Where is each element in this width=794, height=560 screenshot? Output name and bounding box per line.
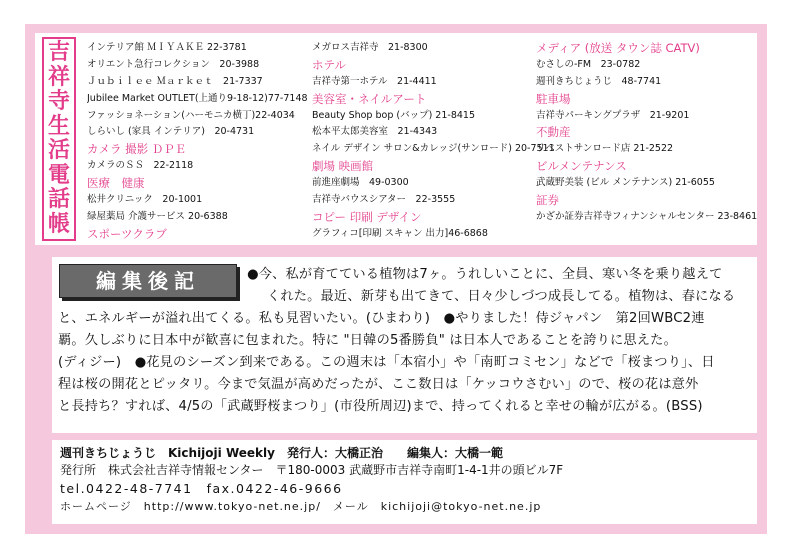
category-heading: メディア (放送 タウン誌 CATV) [536, 41, 700, 55]
category-heading: カメラ 撮影 ＤＰＥ [87, 142, 187, 157]
directory-entry: 吉祥寺バウスシアター 22-3555 [312, 194, 456, 206]
category-heading: 劇場 映画館 [312, 159, 374, 174]
directory-entry: ファッショネーション(ハーモニカ横丁)22-4034 [87, 109, 295, 121]
editorial-section [52, 257, 757, 433]
title-char: 活 [47, 138, 70, 164]
directory-title [42, 37, 76, 241]
title-char: 生 [47, 113, 70, 139]
directory-entry: ネイル デザイン サロン&カレッジ(サンロード) 20-7511 [312, 143, 555, 155]
editorial-line: 程は桜の開花とピッタリ。今まで気温が高めだったが、ここ数日は「ケッコウさむい」ので、桜の花は意外 [58, 377, 699, 392]
editorial-line: (ディジー) ●花見のシーズン到来である。この週末は「本宿小」や「南町コミセン」などで「桜まつり」、日 [58, 355, 715, 370]
directory-entry: カメラのＳＳ 22-2118 [87, 160, 194, 172]
directory-entry: かざか証券吉祥寺フィナンシャルセンター 23-8461 [536, 210, 758, 222]
directory-entry: 武蔵野美装 (ビル メンテナンス) 21-6055 [536, 177, 715, 189]
directory-entry: Ｊｕｂｉｌｅｅ Ｍａｒｋｅｔ 21-7337 [87, 75, 263, 87]
directory-entry: リベストサンロード店 21-2522 [536, 143, 674, 155]
title-char: 吉 [47, 40, 70, 66]
category-heading: 証券 [536, 193, 559, 208]
category-heading: 駐車場 [536, 91, 571, 106]
editorial-line: と、エネルギーが溢れ出てくる。私も見習いたい。(ひまわり) ●やりました！侍ジャパン 第2回WBC2連 [58, 311, 705, 326]
category-heading: 美容室・ネイルアート [312, 91, 427, 106]
category-heading: スポーツクラブ [87, 226, 167, 241]
publisher-line: 週刊きちじょうじ Kichijoji Weekly 発行人：大橋正治 編集人：大橋一範 [60, 446, 503, 460]
editorial-line: と長持ち？すれば、4/5の「武蔵野桜まつり」(市役所周辺)まで、持ってくれると幸せの輪が広がる。(BSS) [58, 399, 703, 414]
title-char: 電 [47, 162, 70, 188]
directory-entry: Beauty Shop bop (バップ) 21-8415 [312, 109, 476, 121]
category-heading: 医療 健康 [87, 176, 145, 191]
directory-entry: Jubilee Market OUTLET(上通り9-18-12)77-7148 [87, 92, 308, 104]
phone-directory [35, 33, 757, 245]
colophon [52, 440, 757, 524]
directory-entry: 吉祥寺第一ホテル 21-4411 [312, 75, 437, 87]
title-char: 帳 [47, 211, 70, 237]
editorial-line: くれた。最近、新芽も出てきて、日々少しづつ成長してる。植物は、春になる [267, 289, 736, 304]
category-heading: 不動産 [536, 125, 571, 140]
directory-entry: グラフィコ[印刷 スキャン 出力]46-6868 [312, 227, 488, 239]
title-char: 祥 [47, 64, 70, 90]
category-heading: コピー 印刷 デザイン [312, 209, 422, 224]
directory-entry: むさしの-FM 23-0782 [536, 58, 641, 70]
directory-entry: しらいし (家具 インテリア) 20-4731 [87, 126, 255, 138]
category-heading: ビルメンテナンス [536, 159, 627, 174]
office-address: 発行所 株式会社吉祥寺情報センター 〒180-0003 武蔵野市吉祥寺南町1-4-1井の頭ビル7F [60, 463, 564, 477]
editorial-line: ●今、私が育てている植物は7ヶ。うれしいことに、全員、寒い冬を乗り越えて [247, 267, 723, 282]
phone-fax: tel.0422-48-7741 fax.0422-46-9666 [60, 481, 343, 496]
title-char: 寺 [47, 89, 70, 115]
directory-column-2 [312, 40, 555, 243]
title-char: 話 [47, 187, 70, 213]
web-email: ホームページ http://www.tokyo-net.ne.jp/ メール kichijoji@tokyo-net.ne.jp [60, 500, 542, 513]
category-heading: ホテル [312, 57, 346, 72]
editorial-title: 編集後記 [59, 264, 237, 298]
directory-entry: オリエント急行コレクション 20-3988 [87, 58, 260, 70]
directory-entry: 松井クリニック 20-1001 [87, 194, 203, 206]
directory-column-3 [536, 40, 757, 226]
directory-entry: インテリア館 ＭＩＹＡＫＥ 22-3781 [87, 42, 247, 53]
directory-entry: 松本平太郎美容室 21-4343 [312, 126, 438, 138]
directory-entry: 前進座劇場 49-0300 [312, 177, 409, 189]
directory-column-1 [87, 40, 308, 243]
directory-entry: メガロス吉祥寺 21-8300 [312, 42, 428, 53]
directory-entry: 緑屋薬局 介護サービス 20-6388 [87, 210, 228, 222]
directory-entry: 吉祥寺パーキングプラザ 21-9201 [536, 109, 690, 121]
directory-entry: 週刊きちじょうじ 48-7741 [536, 75, 662, 87]
editorial-line: 覇。久しぶりに日本中が歓喜に包まれた。特に "日韓の5番勝負" は日本人であることを誇りに思えた。 [58, 333, 677, 348]
